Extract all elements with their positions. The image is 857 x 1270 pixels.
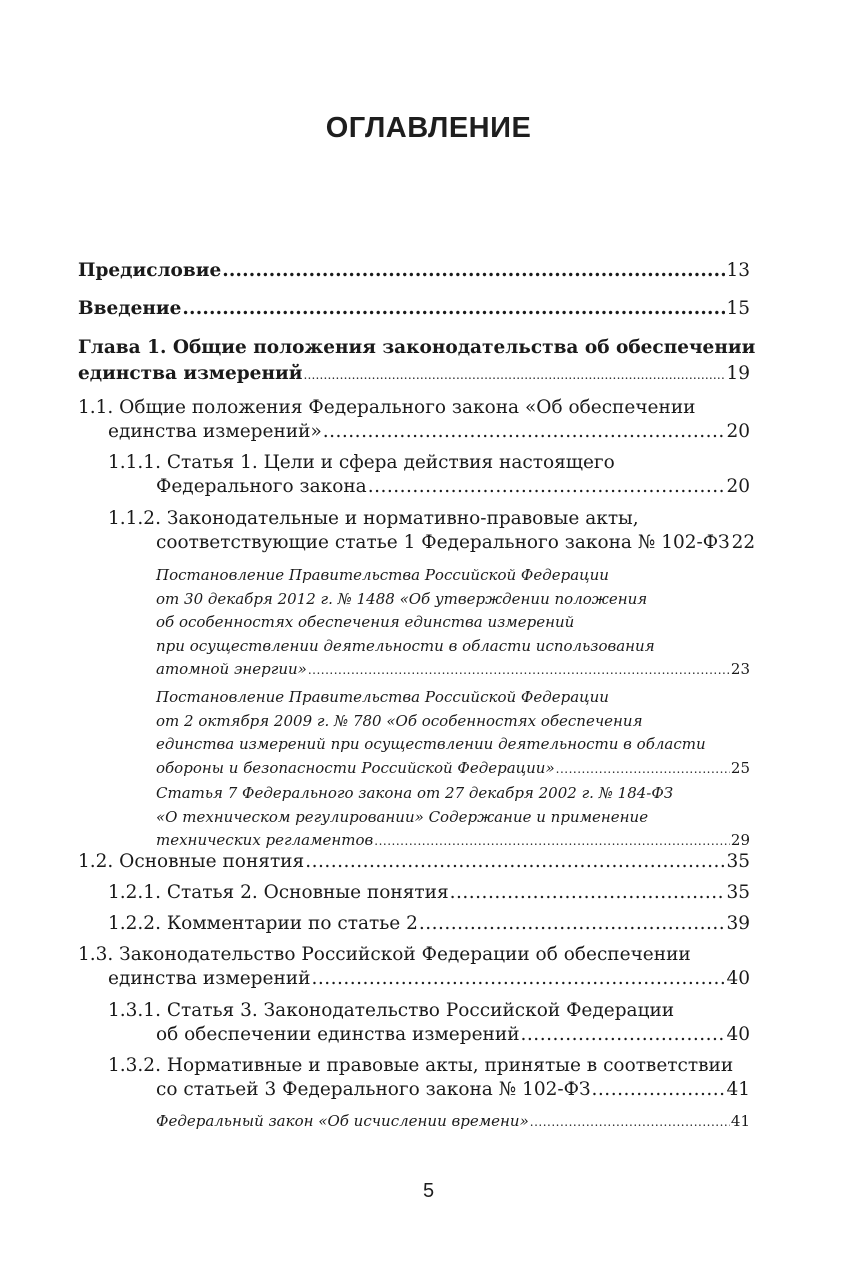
toc-entry-title: Предисловие — [78, 260, 222, 281]
toc-dot-leader — [323, 420, 726, 444]
toc-page-number: 35 — [726, 851, 750, 872]
toc-entry-title: соответствующие статье 1 Федерального закона № 102-ФЗ — [156, 532, 730, 553]
toc-entry-title-line: единства измерений при осуществлении деятельности в области — [156, 735, 706, 753]
toc-page-number: 40 — [726, 1024, 750, 1045]
toc-entry-title-line: Постановление Правительства Российской Федерации — [156, 566, 609, 584]
toc-entry-introduction[interactable] — [78, 296, 750, 322]
toc-entry-title-line: от 30 декабря 2012 г. № 1488 «Об утверждении положения — [156, 589, 648, 608]
toc-entry-chapter-1[interactable] — [78, 335, 756, 388]
toc-entry-title: об обеспечении единства измерений — [156, 1024, 520, 1045]
toc-entry-preface[interactable] — [78, 258, 750, 284]
toc-page-number: 23 — [730, 660, 750, 678]
toc-entry-section-1-1[interactable] — [78, 396, 750, 444]
toc-entry-title: 1.2.1. Статья 2. Основные понятия — [108, 882, 449, 903]
toc-page-number: 41 — [726, 1079, 750, 1100]
toc-entry-title: Введение — [78, 298, 182, 319]
page-number: 5 — [422, 1180, 435, 1202]
toc-entry-title-line: Постановление Правительства Российской Федерации — [156, 688, 609, 706]
toc-entry-title: атомной энергии» — [156, 660, 307, 678]
toc-entry-title-line: 1.3.2. Нормативные и правовые акты, принятые в соответствии — [108, 1055, 734, 1076]
toc-entry-title-line: Глава 1. Общие положения законодательства об обеспечении — [78, 337, 756, 358]
toc-entry-title-line: 1.1. Общие положения Федерального закона «Об обеспечении — [78, 397, 696, 418]
toc-entry-decree-780[interactable] — [156, 686, 750, 781]
toc-entry-title-line: 1.1.2. Законодательные и нормативно-правовые акты, — [108, 508, 639, 529]
toc-dot-leader — [530, 1111, 730, 1135]
toc-entry-section-1-2[interactable] — [78, 850, 750, 874]
toc-page-number: 41 — [730, 1112, 750, 1130]
toc-dot-leader — [419, 912, 726, 936]
toc-entry-section-1-3[interactable] — [78, 943, 750, 991]
toc-page-number: 13 — [726, 260, 750, 281]
toc-entry-title: Федеральный закон «Об исчислении времени» — [156, 1112, 529, 1130]
toc-page-number: 25 — [730, 758, 750, 777]
toc-dot-leader — [556, 758, 730, 782]
toc-entry-title: 1.2. Основные понятия — [78, 851, 305, 872]
toc-entry-title: единства измерений» — [108, 421, 322, 442]
toc-entry-section-1-3-1[interactable] — [108, 999, 750, 1047]
toc-entry-section-1-2-2[interactable] — [108, 912, 750, 936]
toc-entry-title-line: от 2 октября 2009 г. № 780 «Об особенностях обеспечения — [156, 711, 643, 730]
toc-dot-leader — [368, 475, 726, 499]
toc-entry-title: 1.2.2. Комментарии по статье 2 — [108, 913, 418, 934]
toc-entry-section-1-3-2[interactable] — [108, 1054, 750, 1102]
toc-page-number: 20 — [726, 476, 750, 497]
toc-page-number: 40 — [726, 968, 750, 989]
toc-entry-title-line: 1.1.1. Статья 1. Цели и сфера действия настоящего — [108, 452, 615, 473]
toc-dot-leader — [303, 362, 725, 388]
toc-entry-title-line: об особенностях обеспечения единства измерений — [156, 613, 575, 631]
toc-page-number: 20 — [726, 421, 750, 442]
toc-entry-title: единства измерений — [108, 968, 311, 989]
toc-entry-title: обороны и безопасности Российской Федерации» — [156, 758, 555, 777]
toc-dot-leader — [305, 850, 725, 874]
toc-entry-title-line: Статья 7 Федерального закона от 27 декабря 2002 г. № 184-ФЗ — [156, 784, 674, 802]
toc-dot-leader — [521, 1023, 726, 1047]
toc-entry-title: со статьей 3 Федерального закона № 102-ФЗ — [156, 1079, 591, 1100]
toc-entry-section-1-1-2[interactable] — [108, 507, 756, 555]
toc-entry-title: единства измерений — [78, 363, 303, 384]
toc-entry-title-line: «О техническом регулировании» Содержание и применение — [156, 807, 649, 826]
toc-entry-article-7-184fz[interactable] — [156, 782, 750, 854]
toc-entry-title-line: при осуществлении деятельности в области использования — [156, 636, 655, 655]
toc-page-number: 22 — [731, 532, 756, 553]
page-title: ОГЛАВЛЕНИЕ — [325, 112, 532, 144]
toc-page-number: 15 — [726, 298, 750, 319]
toc-entry-title-line: 1.3. Законодательство Российской Федерации об обеспечении — [78, 944, 691, 965]
toc-dot-leader — [182, 296, 725, 322]
toc-page-number: 35 — [726, 882, 750, 903]
toc-dot-leader — [222, 258, 725, 284]
toc-dot-leader — [592, 1078, 726, 1102]
toc-entry-section-1-1-1[interactable] — [108, 451, 750, 499]
toc-page-number: 19 — [726, 363, 750, 384]
toc-dot-leader — [308, 659, 730, 683]
toc-dot-leader — [450, 881, 726, 905]
toc-entry-title-line: 1.3.1. Статья 3. Законодательство Российской Федерации — [108, 1000, 675, 1021]
toc-dot-leader — [311, 967, 725, 991]
toc-entry-time-calculation-law[interactable] — [156, 1110, 750, 1135]
toc-entry-title: технических регламентов — [156, 831, 374, 849]
toc-page-number: 29 — [730, 831, 750, 849]
toc-entry-title: Федерального закона — [156, 476, 367, 497]
toc-page-number: 39 — [726, 913, 750, 934]
toc-entry-decree-1488[interactable] — [156, 564, 750, 683]
toc-entry-section-1-2-1[interactable] — [108, 881, 750, 905]
